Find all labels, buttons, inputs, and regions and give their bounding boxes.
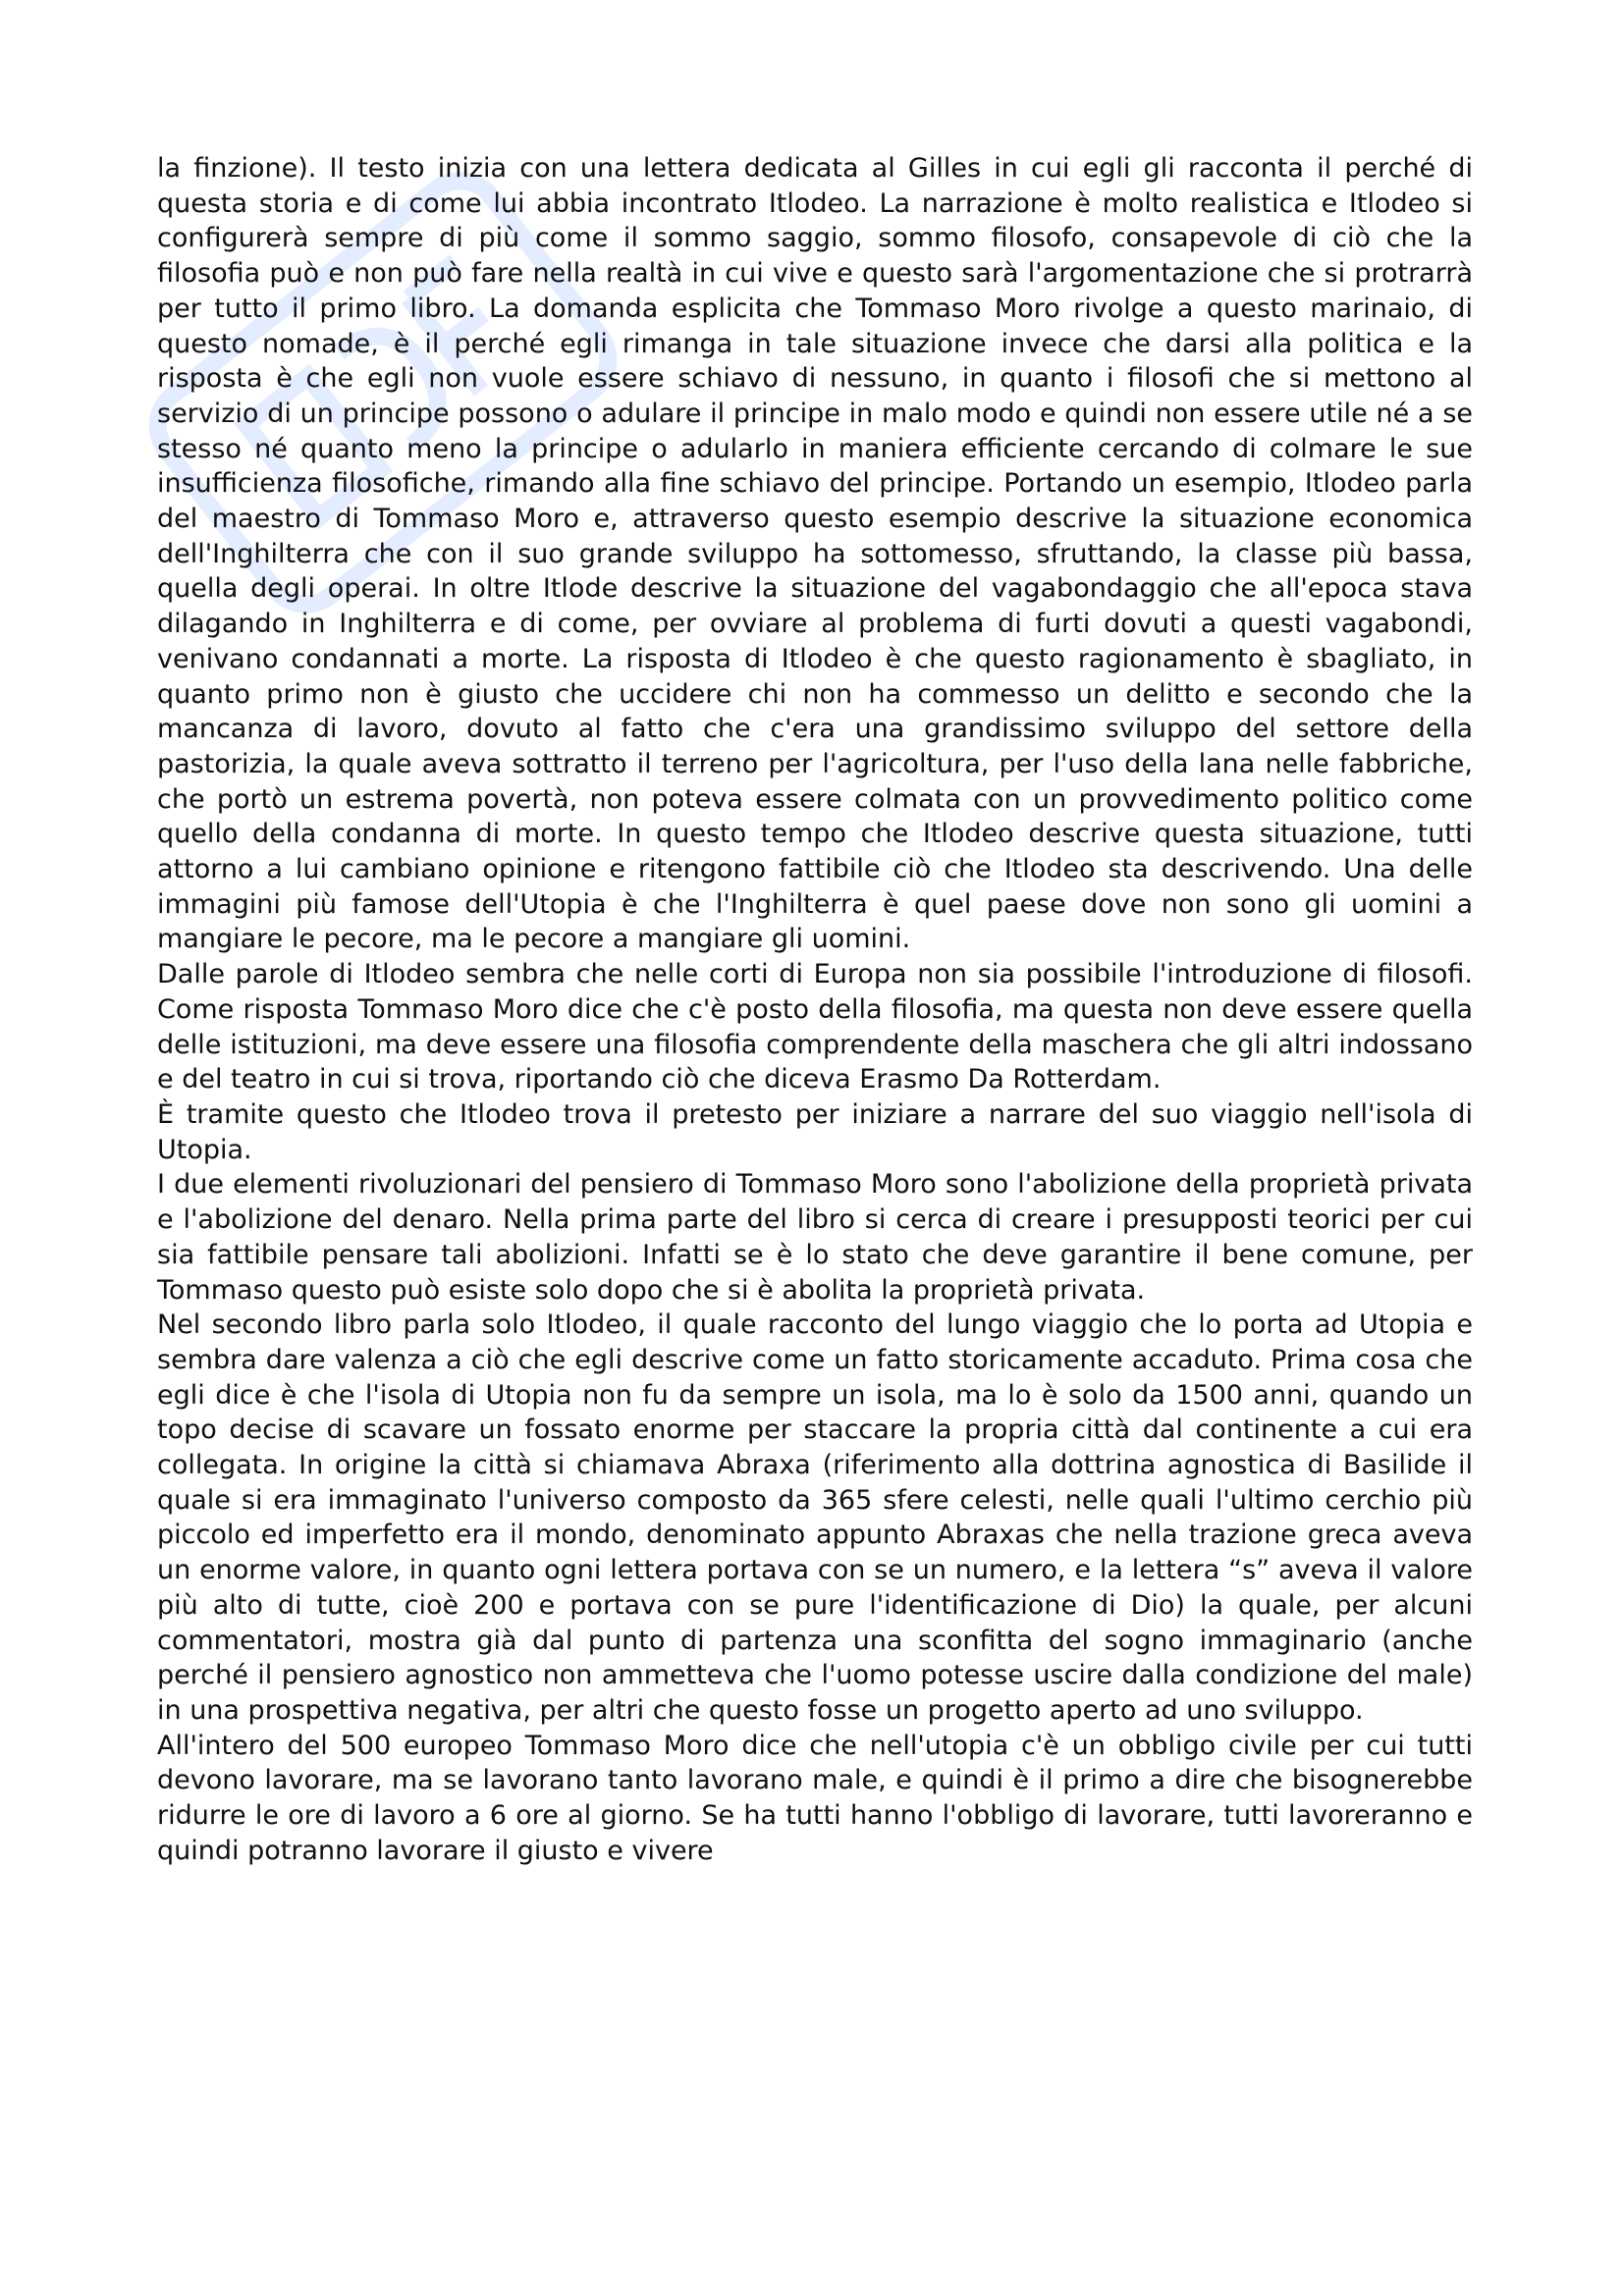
document-body — [157, 151, 1473, 1868]
paragraph-4: I due elementi rivoluzionari del pensiero di Tommaso Moro sono l'abolizione della proprietà privata e l'abolizione del denaro. Nella prima parte del libro si cerca di creare i presupposti teorici per cui sia fattibile pensare tali abolizioni. Infatti se è lo stato che deve garantire il bene comune, per Tommaso questo può esiste solo dopo che si è abolita la proprietà privata. — [157, 1169, 1473, 1306]
paragraph-6: All'intero del 500 europeo Tommaso Moro dice che nell'utopia c'è un obbligo civile per cui tutti devono lavorare, ma se lavorano tanto lavorano male, e quindi è il primo a dire che bisognerebbe ridurre le ore di lavoro a 6 ore al giorno. Se ha tutti hanno l'obbligo di lavorare, tutti lavoreranno e quindi potranno lavorare il giusto e vivere — [157, 1730, 1473, 1866]
paragraph-5: Nel secondo libro parla solo Itlodeo, il quale racconto del lungo viaggio che lo porta ad Utopia e sembra dare valenza a ciò che egli descrive come un fatto storicamente accaduto. Prima cosa che egli dice è che l'isola di Utopia non fu da sempre un isola, ma lo è solo da 1500 anni, quando un topo decise di scavare un fossato enorme per staccare la propria città dal continente a cui era collegata. In origine la città si chiamava Abraxa (riferimento alla dottrina agnostica di Basilide il quale si era immaginato l'universo composto da 365 sfere celesti, nelle quali l'ultimo cerchio più piccolo ed imperfetto era il mondo, denominato appunto Abraxas che nella trazione greca aveva un enorme valore, in quanto ogni lettera portava con se un numero, e la lettera “s” aveva il valore più alto di tutte, cioè 200 e portava con se pure l'identificazione di Dio) la quale, per alcuni commentatori, mostra già dal punto di partenza una sconfitta del sogno immaginario (anche perché il pensiero agnostico non ammetteva che l'uomo potesse uscire dalla condizione del male) in una prospettiva negativa, per altri che questo fosse un progetto aperto ad uno sviluppo. — [157, 1309, 1473, 1726]
paragraph-2: Dalle parole di Itlodeo sembra che nelle corti di Europa non sia possibile l'introduzione di filosofi. Come risposta Tommaso Moro dice che c'è posto della filosofia, ma questa non deve essere quella delle istituzioni, ma deve essere una filosofia comprendente della maschera che gli altri indossano e del teatro in cui si trova, riportando ciò che diceva Erasmo Da Rotterdam. — [157, 959, 1473, 1095]
paragraph-1: la finzione). Il testo inizia con una lettera dedicata al Gilles in cui egli gli racconta il perché di questa storia e di come lui abbia incontrato Itlodeo. La narrazione è molto realistica e Itlodeo si configurerà sempre di più come il sommo saggio, sommo filosofo, consapevole di ciò che la filosofia può e non può fare nella realtà in cui vive e questo sarà l'argomentazione che si protrarrà per tutto il primo libro. La domanda esplicita che Tommaso Moro rivolge a questo marinaio, di questo nomade, è il perché egli rimanga in tale situazione invece che darsi alla politica e la risposta è che egli non vuole essere schiavo di nessuno, in quanto i filosofi che si mettono al servizio di un principe possono o adulare il principe in malo modo e quindi non essere utile né a se stesso né quanto meno la principe o adularlo in maniera efficiente cercando di colmare le sue insufficienza filosofiche, rimando alla fine schiavo del principe. Portando un esempio, Itlodeo parla del maestro di Tommaso Moro e, attraverso questo esempio descrive la situazione economica dell'Inghilterra che con il suo grande sviluppo ha sottomesso, sfruttando, la classe più bassa, quella degli operai. In oltre Itlode descrive la situazione del vagabondaggio che all'epoca stava dilagando in Inghilterra e di come, per ovviare al problema di furti dovuti a questi vagabondi, venivano condannati a morte. La risposta di Itlodeo è che questo ragionamento è sbagliato, in quanto primo non è giusto che uccidere chi non ha commesso un delitto e secondo che la mancanza di lavoro, dovuto al fatto che c'era una grandissimo sviluppo del settore della pastorizia, la quale aveva sottratto il terreno per l'agricoltura, per l'uso della lana nelle fabbriche, che portò un estrema povertà, non poteva essere colmata con un provvedimento politico come quello della condanna di morte. In questo tempo che Itlodeo descrive questa situazione, tutti attorno a lui cambiano opinione e ritengono fattibile ciò che Itlodeo sta descrivendo. Una delle immagini più famose dell'Utopia è che l'Inghilterra è quel paese dove non sono gli uomini a mangiare le pecore, ma le pecore a mangiare gli uomini. — [157, 153, 1473, 955]
paragraph-3: È tramite questo che Itlodeo trova il pretesto per iniziare a narrare del suo viaggio nell'isola di Utopia. — [157, 1098, 1473, 1165]
